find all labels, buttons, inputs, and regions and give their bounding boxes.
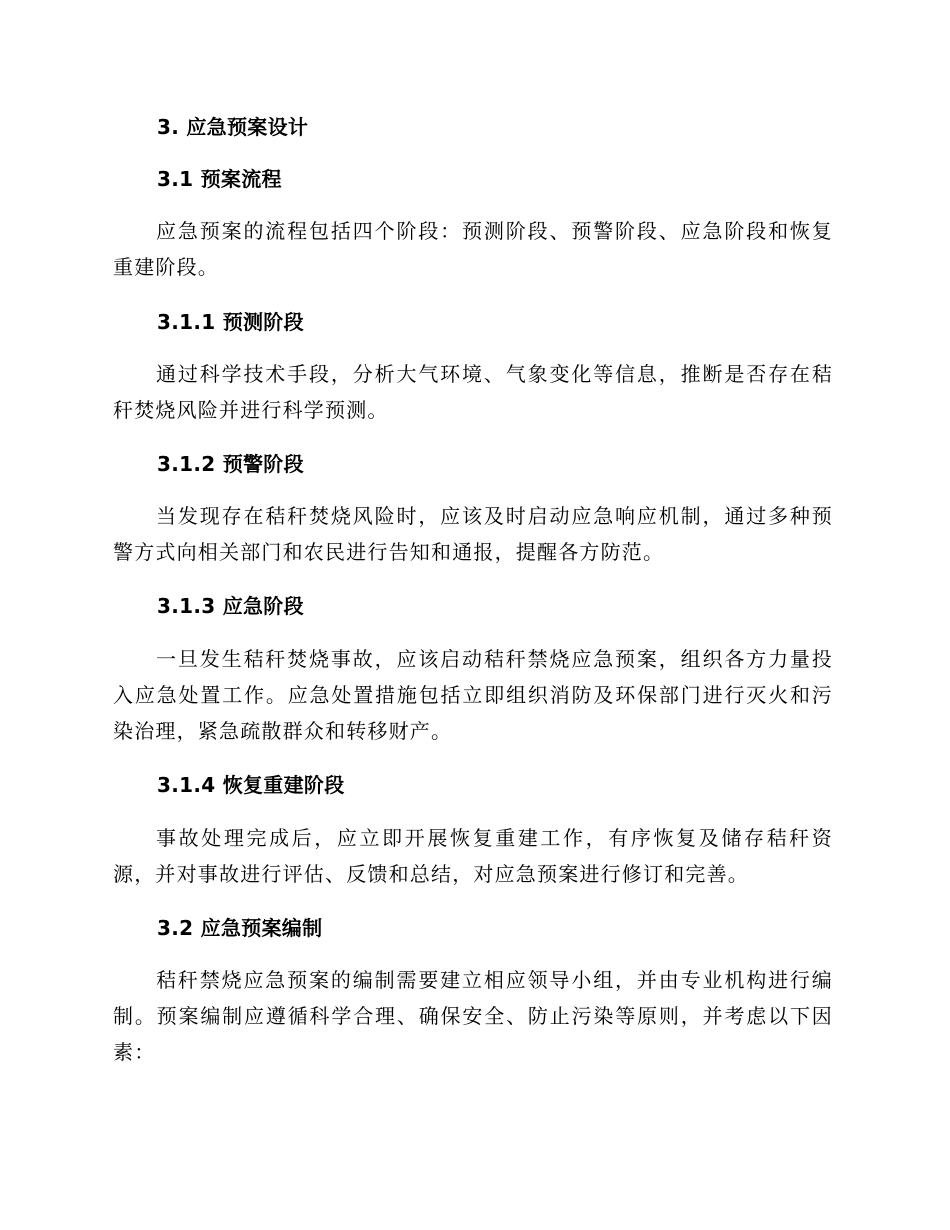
paragraph-section-3-1-2: 当发现存在秸秆焚烧风险时，应该及时启动应急响应机制，通过多种预警方式向相关部门和农民进行告知和通报，提醒各方防范。 bbox=[113, 504, 833, 564]
heading-section-3-1-4: 3.1.4 恢复重建阶段 bbox=[157, 773, 345, 797]
paragraph-section-3-1-3: 一旦发生秸秆焚烧事故，应该启动秸秆禁烧应急预案，组织各方力量投入应急处置工作。应急处置措施包括立即组织消防及环保部门进行灭火和污染治理，紧急疏散群众和转移财产。 bbox=[113, 647, 833, 743]
paragraph-section-3-1-4: 事故处理完成后，应立即开展恢复重建工作，有序恢复及储存秸秆资源，并对事故进行评估、反馈和总结，对应急预案进行修订和完善。 bbox=[113, 826, 833, 886]
heading-section-3-1-3: 3.1.3 应急阶段 bbox=[157, 594, 304, 618]
heading-section-3-2: 3.2 应急预案编制 bbox=[157, 916, 323, 940]
paragraph-section-3-2: 秸秆禁烧应急预案的编制需要建立相应领导小组，并由专业机构进行编制。预案编制应遵循科学合理、确保安全、防止污染等原则，并考虑以下因素： bbox=[113, 968, 833, 1064]
heading-section-3-1-1: 3.1.1 预测阶段 bbox=[157, 310, 304, 334]
paragraph-section-3-1-1: 通过科学技术手段，分析大气环境、气象变化等信息，推断是否存在秸秆焚烧风险并进行科学预测。 bbox=[113, 362, 833, 422]
heading-section-3-1: 3.1 预案流程 bbox=[157, 167, 282, 191]
heading-section-3: 3. 应急预案设计 bbox=[157, 115, 309, 139]
paragraph-section-3-1: 应急预案的流程包括四个阶段：预测阶段、预警阶段、应急阶段和恢复重建阶段。 bbox=[113, 219, 833, 279]
heading-section-3-1-2: 3.1.2 预警阶段 bbox=[157, 452, 304, 476]
